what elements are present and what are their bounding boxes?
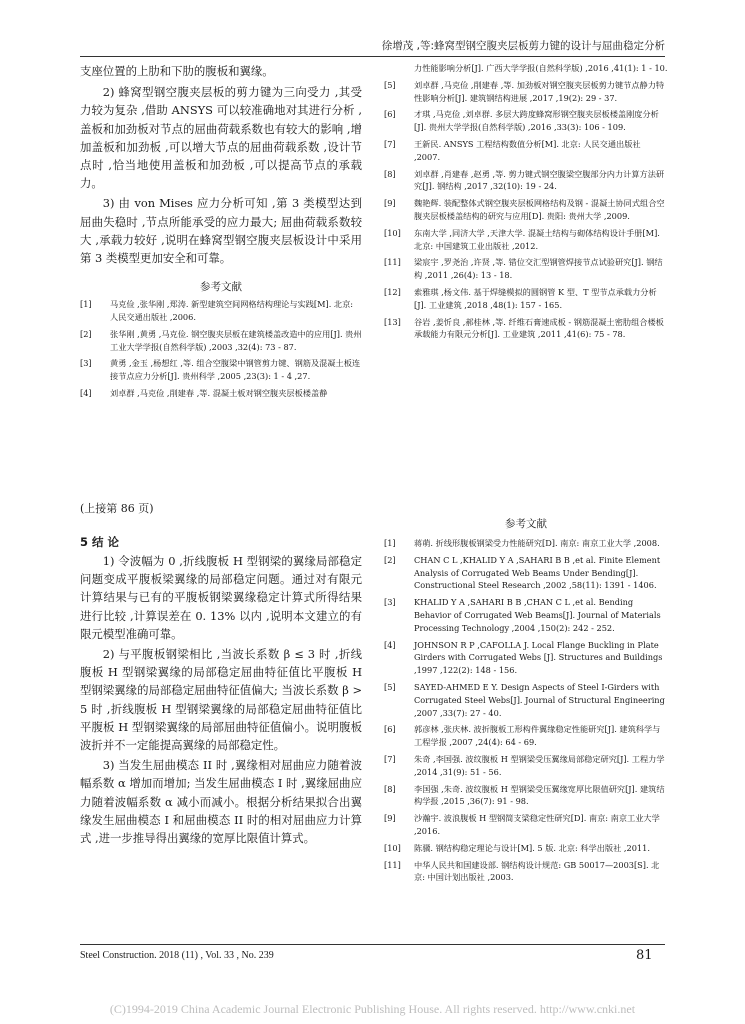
reference-item: [13] 谷岩 ,姜忻良 ,郝桂林 ,等. 纤维石膏速成板 - 钢筋混凝土密肋组合楼板承载能力有限元分析[J]. 工业建筑 ,2011 ,41(6): 75 - 78. [384,316,664,340]
section-title: 5 结 论 [80,535,120,549]
reference-item: [10] 东南大学 ,同济大学 ,天津大学. 混凝土结构与砌体结构设计手册[M]. 北京: 中国建筑工业出版社 ,2012. [384,227,660,251]
references-title: 参考文献 [200,281,242,294]
wavy-separator [80,487,665,493]
reference-item: [1] 马克俭 ,张华刚 ,郑涛. 新型建筑空间网格结构理论与实践[M]. 北京: 人民交通出版社 ,2006. [80,299,354,323]
reference-item: [10] 陈骥. 钢结构稳定理论与设计[M]. 5 版. 北京: 科学出版社 ,2011. [384,842,650,853]
reference-item: [4] 刘卓群 ,马克俭 ,削建春 ,等. 混凝土板对钢空腹夹层板楼盖静 [80,388,328,399]
paragraph-conclusion-3: 3) 由 von Mises 应力分析可知 ,第 3 类模型达到屈曲失稳时 ,节点所能承受的应力最大; 屈曲荷载系数较大 ,承载力较好 ,说明在蜂窝型钢空腹夹层板设计中采用第 3 类模型更加安全和可靠。 [80,196,362,266]
reference-item: [5] SAYED-AHMED E Y. Design Aspects of Steel I-Girders with Corrugated Steel Webs[J]. Journal of Structural Engineering ,2007 ,33(7): 27 - 40. [384,681,665,718]
reference-item: [2] CHAN C L ,KHALID Y A ,SAHARI B B ,et al. Finite Element Analysis of Corrugated Web Beams Under Bending[J]. Constructional Steel Research ,2002 ,58(11): 1391 - 1406. [384,554,661,591]
reference-item: [3] KHALID Y A ,SAHARI B B ,CHAN C L ,et al. Bending Behavior of Corrugated Web Beams[J]. Journal of Materials Processing Technology ,2004 ,150(2): 242 - 252. [384,597,661,633]
footer-rule [80,944,665,945]
reference-item: [2] 张华刚 ,黄勇 ,马克俭. 钢空腹夹层板在建筑楼盖改造中的应用[J]. 贵州工业大学学报(自然科学版) ,2003 ,32(4): 73 - 87. [80,328,362,352]
paragraph-conclusion-3: 3) 当发生屈曲模态 II 时 ,翼缘相对屈曲应力随着波幅系数 α 增加而增加; 当发生屈曲模态 I 时 ,翼缘屈曲应力随着波幅系数 α 减小而减小。根据分析结果拟合出翼缘发生屈曲模态 I 和屈曲模态 II 时的相对屈曲应力计算式 ,进一步推导得出翼缘的宽厚比限值计算式。 [80,758,362,846]
paragraph-continuation: 支座位置的上肋和下肋的腹板和翼缘。 [80,64,274,78]
reference-item: [1] 蒋萌. 折线形腹板钢梁受力性能研究[D]. 南京: 南京工业大学 ,2008. [384,538,660,548]
copyright-watermark: (C)1994-2019 China Academic Journal Electronic Publishing House. All rights reserved. http://www.cnki.net [109,1002,636,1016]
reference-item: [6] 才琪 ,马克俭 ,刘卓群. 多层大跨度蜂窝形钢空腹夹层板楼盖刚度分析[J]. 贵州大学学报(自然科学版) ,2016 ,33(3): 106 - 109. [384,109,659,133]
paragraph-conclusion-1: 1) 令波幅为 0 ,折线腹板 H 型钢梁的翼缘局部稳定问题变成平腹板梁翼缘的局部稳定问题。通过对有限元计算结果与已有的平腹板钢梁翼缘稳定计算式所得结果进行比较 ,计算误差在 0. 13% 以内 ,说明本文建立的有限元模型准确可靠。 [80,554,362,641]
bottom-left-column [80,534,362,847]
page-number: 81 [636,948,653,963]
reference-item: [9] 沙瀚宇. 波浪腹板 H 型钢简支梁稳定性研究[D]. 南京: 南京工业大学 ,2016. [384,813,660,836]
reference-item: [4] JOHNSON R P ,CAFOLLA J. Local Flange Buckling in Plate Girders with Corrugated Webs [J]. Structures and Buildings ,1997 ,122(2): 148 - 156. [384,639,663,676]
bottom-right-column [384,516,668,888]
journal-citation: Steel Construction. 2018 (11) , Vol. 33 , No. 239 [80,950,274,961]
reference-item: [8] 刘卓群 ,肖建春 ,赵勇 ,等. 剪力键式钢空腹梁空腹部分内力计算方法研究[J]. 钢结构 ,2017 ,32(10): 19 - 24. [384,168,665,192]
reference-item: [6] 郭彦林 ,张庆林. 波折腹板工形构件翼缘稳定性能研究[J]. 建筑科学与工程学报 ,2007 ,24(4): 64 - 69. [384,724,661,748]
top-left-column [80,62,362,404]
reference-item: [11] 中华人民共和国建设部. 钢结构设计规范: GB 50017—2003[S]. 北京: 中国计划出版社 ,2003. [384,859,660,883]
reference-item: [11] 梁宸宇 ,罗尧治 ,许贤 ,等. 错位交汇型钢管焊接节点试验研究[J]. 钢结构 ,2011 ,26(4): 13 - 18. [384,257,663,281]
reference-item: 力性能影响分析[J]. 广西大学学报(自然科学版) ,2016 ,41(1): 1 - 10. [414,63,668,73]
reference-item: [9] 魏艳辉. 装配整体式钢空腹夹层板网格结构及钢 - 混凝土协同式组合空腹夹层板楼盖结构的研究与应用[D]. 贵阳: 贵州大学 ,2009. [384,198,665,221]
reference-item: [8] 李国强 ,朱奇. 波纹腹板 H 型钢梁受压翼缘宽厚比限值研究[J]. 建筑结构学报 ,2015 ,36(7): 91 - 98. [384,783,665,807]
references-title: 参考文献 [505,518,547,530]
paragraph-conclusion-2: 2) 与平腹板钢梁相比 ,当波长系数 β ≤ 3 时 ,折线腹板 H 型钢梁翼缘的局部稳定屈曲特征值比平腹板 H 型钢梁翼缘的局部稳定屈曲特征值偏大; 当波长系数 β > 5 时 ,折线腹板 H 型钢梁翼缘的局部稳定屈曲特征值比平腹板 H 型钢梁翼缘的局部屈曲特征值偏小。说明腹板波折并不一定能提高翼缘的局部稳定性。 [80,647,362,753]
header-rule [80,56,665,57]
reference-item: [7] 朱奇 ,李国强. 波纹腹板 H 型钢梁受压翼缘局部稳定研究[J]. 工程力学 ,2014 ,31(9): 51 - 56. [384,753,665,777]
reference-item: [5] 刘卓群 ,马克俭 ,削建春 ,等. 加劲板对钢空腹夹层板剪力键节点静力特性影响分析[J]. 建筑钢结构进展 ,2017 ,19(2): 29 - 37. [384,79,665,103]
references-list [80,298,362,400]
running-header: 徐增茂 ,等:蜂窝型钢空腹夹层板剪力键的设计与屈曲稳定分析 [381,40,665,52]
reference-item: [12] 索雅琪 ,杨文伟. 基于焊缝模拟的圆钢管 K 型、T 型节点承载力分析[J]. 工业建筑 ,2018 ,48(1): 157 - 165. [384,286,657,310]
reference-item: [3] 黄勇 ,金玉 ,杨想红 ,等. 组合空腹梁中钢管剪力键、钢筋及混凝土板连接节点应力分析[J]. 贵州科学 ,2005 ,23(3): 1 - 4 ,27. [80,358,361,382]
paragraph-conclusion-2: 2) 蜂窝型钢空腹夹层板的剪力键为三向受力 ,其受力较为复杂 ,借助 ANSYS 可以较准确地对其进行分析 ,盖板和加劲板对节点的屈曲荷载系数也有较大的影响 ,增加盖板和加劲板 ,可以增大节点的屈曲荷载系数 ,设计节点时 ,恰当地使用盖板和加劲板 ,可以提高节点的承载力。 [80,85,362,191]
top-right-column [384,62,668,345]
continued-from-note: (上接第 86 页) [80,502,154,515]
references-list [384,537,668,884]
reference-item: [7] 王新民. ANSYS 工程结构数值分析[M]. 北京: 人民交通出版社 ,2007. [384,138,641,162]
references-list-continued [384,62,668,341]
